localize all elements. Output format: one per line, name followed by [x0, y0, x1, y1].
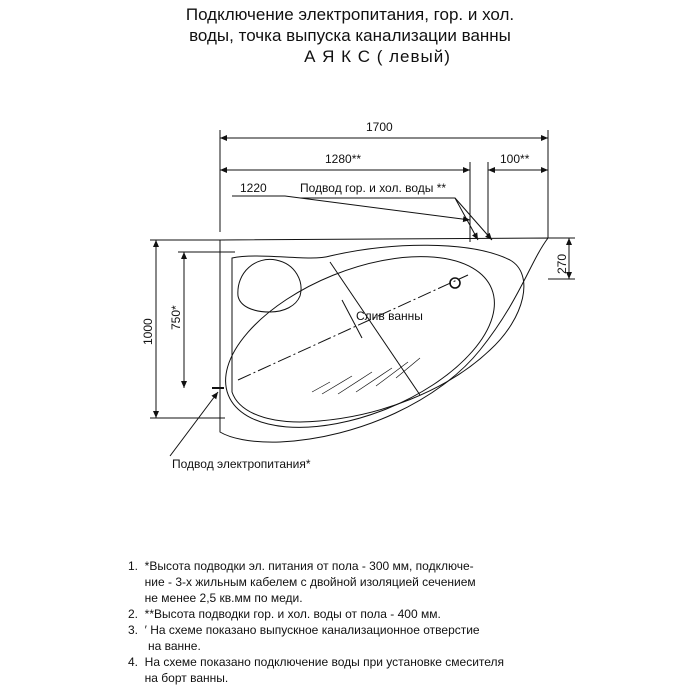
leader-power — [170, 392, 218, 456]
notes-list — [128, 558, 688, 686]
leader-water — [300, 198, 478, 240]
note-line: не менее 2,5 кв.мм по меди. — [128, 591, 303, 605]
title-line-2: воды, точка выпуска канализации ванны — [189, 26, 511, 45]
note-line: 2. **Высота подводки гор. и хол. воды от пола - 400 мм. — [128, 607, 441, 621]
title-line-1: Подключение электропитания, гор. и хол. — [185, 5, 515, 24]
dim-text-1280: 1280** — [325, 152, 362, 166]
dim-text-1000: 1000 — [141, 318, 155, 345]
bathtub-outer-outline — [220, 238, 548, 442]
dim-text-750: 750* — [169, 305, 183, 330]
label-power-supply: Подвод электропитания* — [172, 457, 311, 471]
basin-hatching — [312, 358, 420, 394]
note-line: 1. *Высота подводки эл. питания от пола - 300 мм, подключе- — [128, 559, 474, 573]
label-water-supply: Подвод гор. и хол. воды ** — [300, 181, 447, 195]
leader-1220 — [232, 196, 470, 220]
note-line: ние - 3-х жильным кабелем с двойной изоляцией сечением — [128, 575, 476, 589]
note-line: 3. ′ На схеме показано выпускное канализационное отверстие — [128, 623, 480, 637]
bath-axis-line — [238, 275, 468, 380]
dim-text-270: 270 — [555, 253, 569, 274]
note-line: 4. На схеме показано подключение воды при установке смесителя — [128, 655, 505, 669]
title-line-3: А Я К С ( левый) — [304, 47, 451, 66]
dim-text-100: 100** — [500, 152, 530, 166]
dim-text-1700: 1700 — [366, 120, 393, 134]
dim-text-1220: 1220 — [240, 181, 267, 195]
bath-cross-line — [330, 262, 420, 395]
bathtub-basin — [201, 222, 518, 462]
note-line: на борт ванны. — [128, 671, 229, 685]
note-line: на ванне. — [128, 639, 201, 653]
headrest — [238, 259, 301, 312]
drain-hole — [450, 278, 460, 288]
label-drain: Слив ванны — [356, 309, 423, 323]
